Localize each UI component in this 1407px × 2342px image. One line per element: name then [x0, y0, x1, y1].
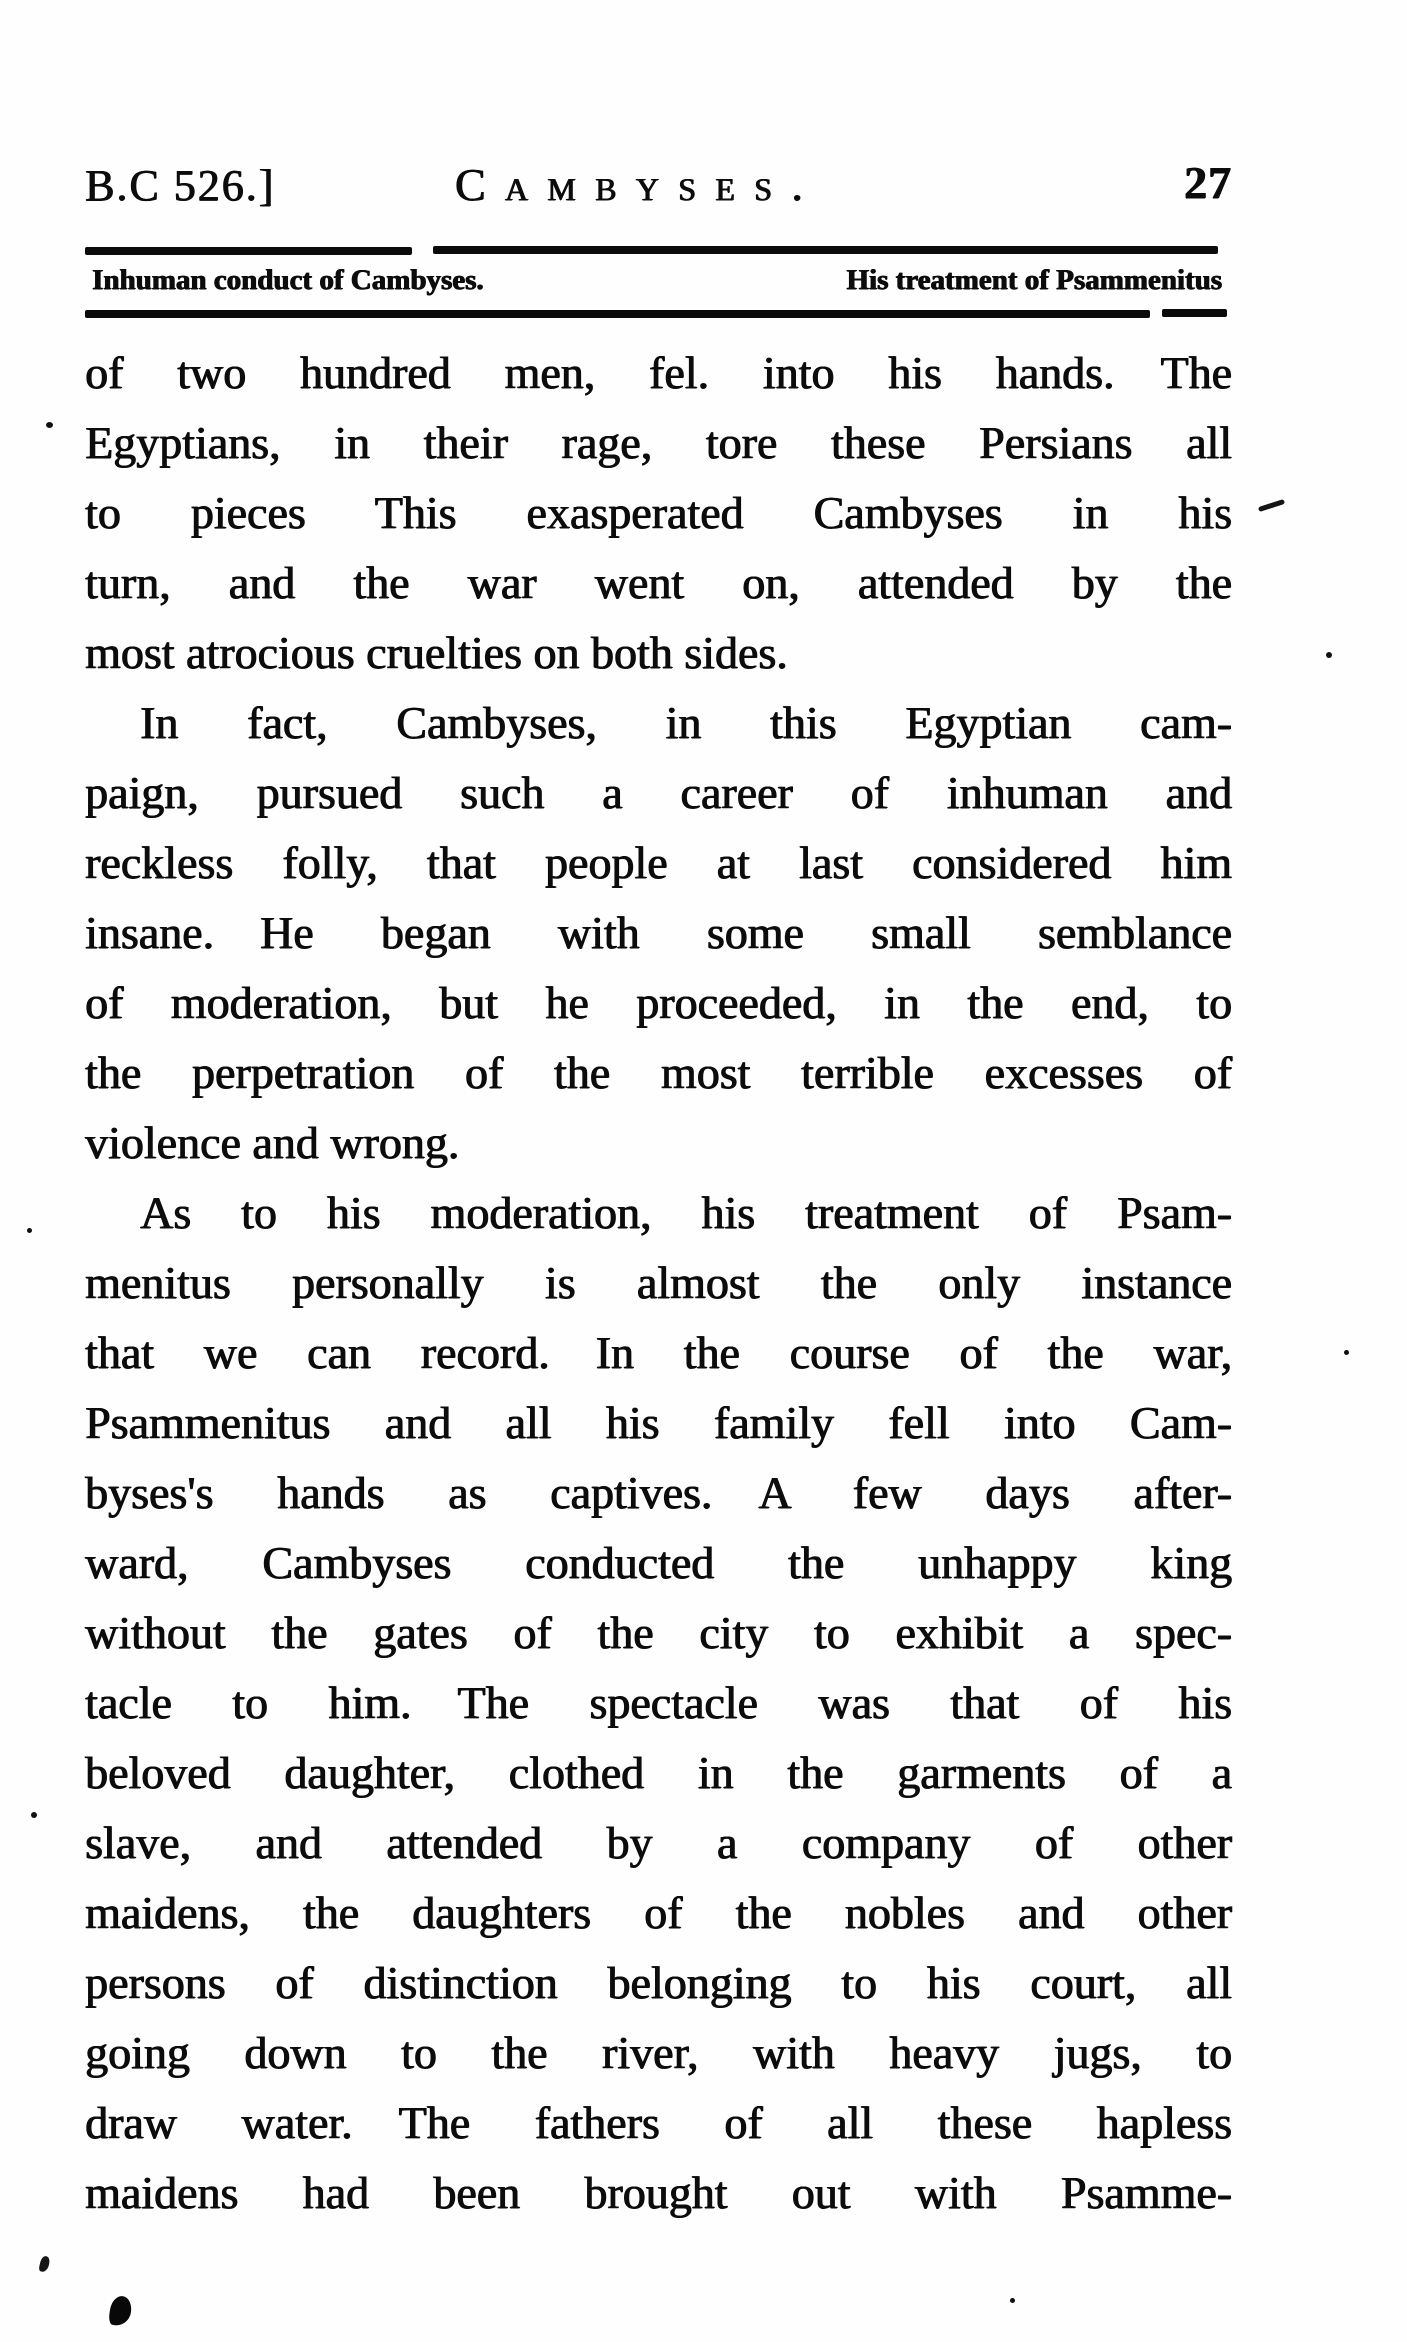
text-line: ward, Cambyses conducted the unhappy king: [85, 1537, 1232, 1588]
caption-left: Inhuman conduct of Cambyses.: [92, 264, 484, 296]
text-line: Egyptians, in their rage, tore these Persians all: [85, 417, 1232, 468]
text-line: the perpetration of the most terrible excesses of: [85, 1047, 1232, 1098]
scan-speck: [1010, 2298, 1015, 2303]
top-rule-left-segment: [85, 247, 412, 255]
bottom-rule-left-segment: [85, 310, 1150, 318]
text-line: slave, and attended by a company of other: [85, 1817, 1232, 1868]
section-caption: [85, 264, 1232, 306]
era-label: B.C 526.]: [85, 161, 276, 210]
text-block: [85, 0, 1232, 2342]
text-line: persons of distinction belonging to his court, all: [85, 1957, 1232, 2008]
text-line: maidens had been brought out with Psamme-: [85, 2167, 1232, 2218]
scan-speck: [1344, 1350, 1349, 1355]
text-line: paign, pursued such a career of inhuman and: [85, 767, 1232, 818]
paragraph: [85, 1178, 1232, 2228]
text-line: menitus personally is almost the only instance: [85, 1257, 1232, 1308]
text-line: of two hundred men, fel. into his hands. The: [85, 347, 1232, 398]
text-line: insane. He began with some small semblance: [85, 907, 1232, 958]
text-line: tacle to him. The spectacle was that of his: [85, 1677, 1232, 1728]
text-line: maidens, the daughters of the nobles and other: [85, 1887, 1232, 1938]
text-line: going down to the river, with heavy jugs, to: [85, 2027, 1232, 2078]
text-line: beloved daughter, clothed in the garments of a: [85, 1747, 1232, 1798]
scan-speck: [46, 422, 53, 428]
scan-speck: [31, 1812, 37, 1818]
bottom-rule-right-segment: [1162, 309, 1227, 317]
paragraph: [85, 688, 1232, 1178]
text-line: most atrocious cruelties on both sides.: [85, 627, 788, 678]
text-line: Psammenitus and all his family fell into Cam-: [85, 1397, 1232, 1448]
paragraph: [85, 338, 1232, 688]
body-text: [85, 338, 1232, 2228]
scan-speck: [38, 2255, 51, 2273]
text-line: byses's hands as captives. A few days after-: [85, 1467, 1232, 1518]
scan-speck: [1326, 652, 1332, 658]
page-number: 27: [1184, 157, 1232, 208]
text-line: to pieces This exasperated Cambyses in his: [85, 487, 1232, 538]
text-line: turn, and the war went on, attended by the: [85, 557, 1232, 608]
text-line: As to his moderation, his treatment of Psam-: [140, 1187, 1232, 1238]
text-line: violence and wrong.: [85, 1117, 460, 1168]
running-header: [85, 152, 1232, 214]
text-line: reckless folly, that people at last considered him: [85, 837, 1232, 888]
text-line: that we can record. In the course of the war,: [85, 1327, 1232, 1378]
caption-right: His treatment of Psammenitus: [846, 264, 1222, 296]
text-line: draw water. The fathers of all these hapless: [85, 2097, 1232, 2148]
page-title: Cambyses.: [454, 159, 823, 210]
scan-speck: [1258, 499, 1285, 512]
text-line: without the gates of the city to exhibit a spec-: [85, 1607, 1232, 1658]
scan-speck: [27, 1228, 32, 1233]
text-line: In fact, Cambyses, in this Egyptian cam-: [140, 697, 1232, 748]
text-line: of moderation, but he proceeded, in the end, to: [85, 977, 1232, 1028]
top-rule-right-segment: [433, 246, 1218, 254]
